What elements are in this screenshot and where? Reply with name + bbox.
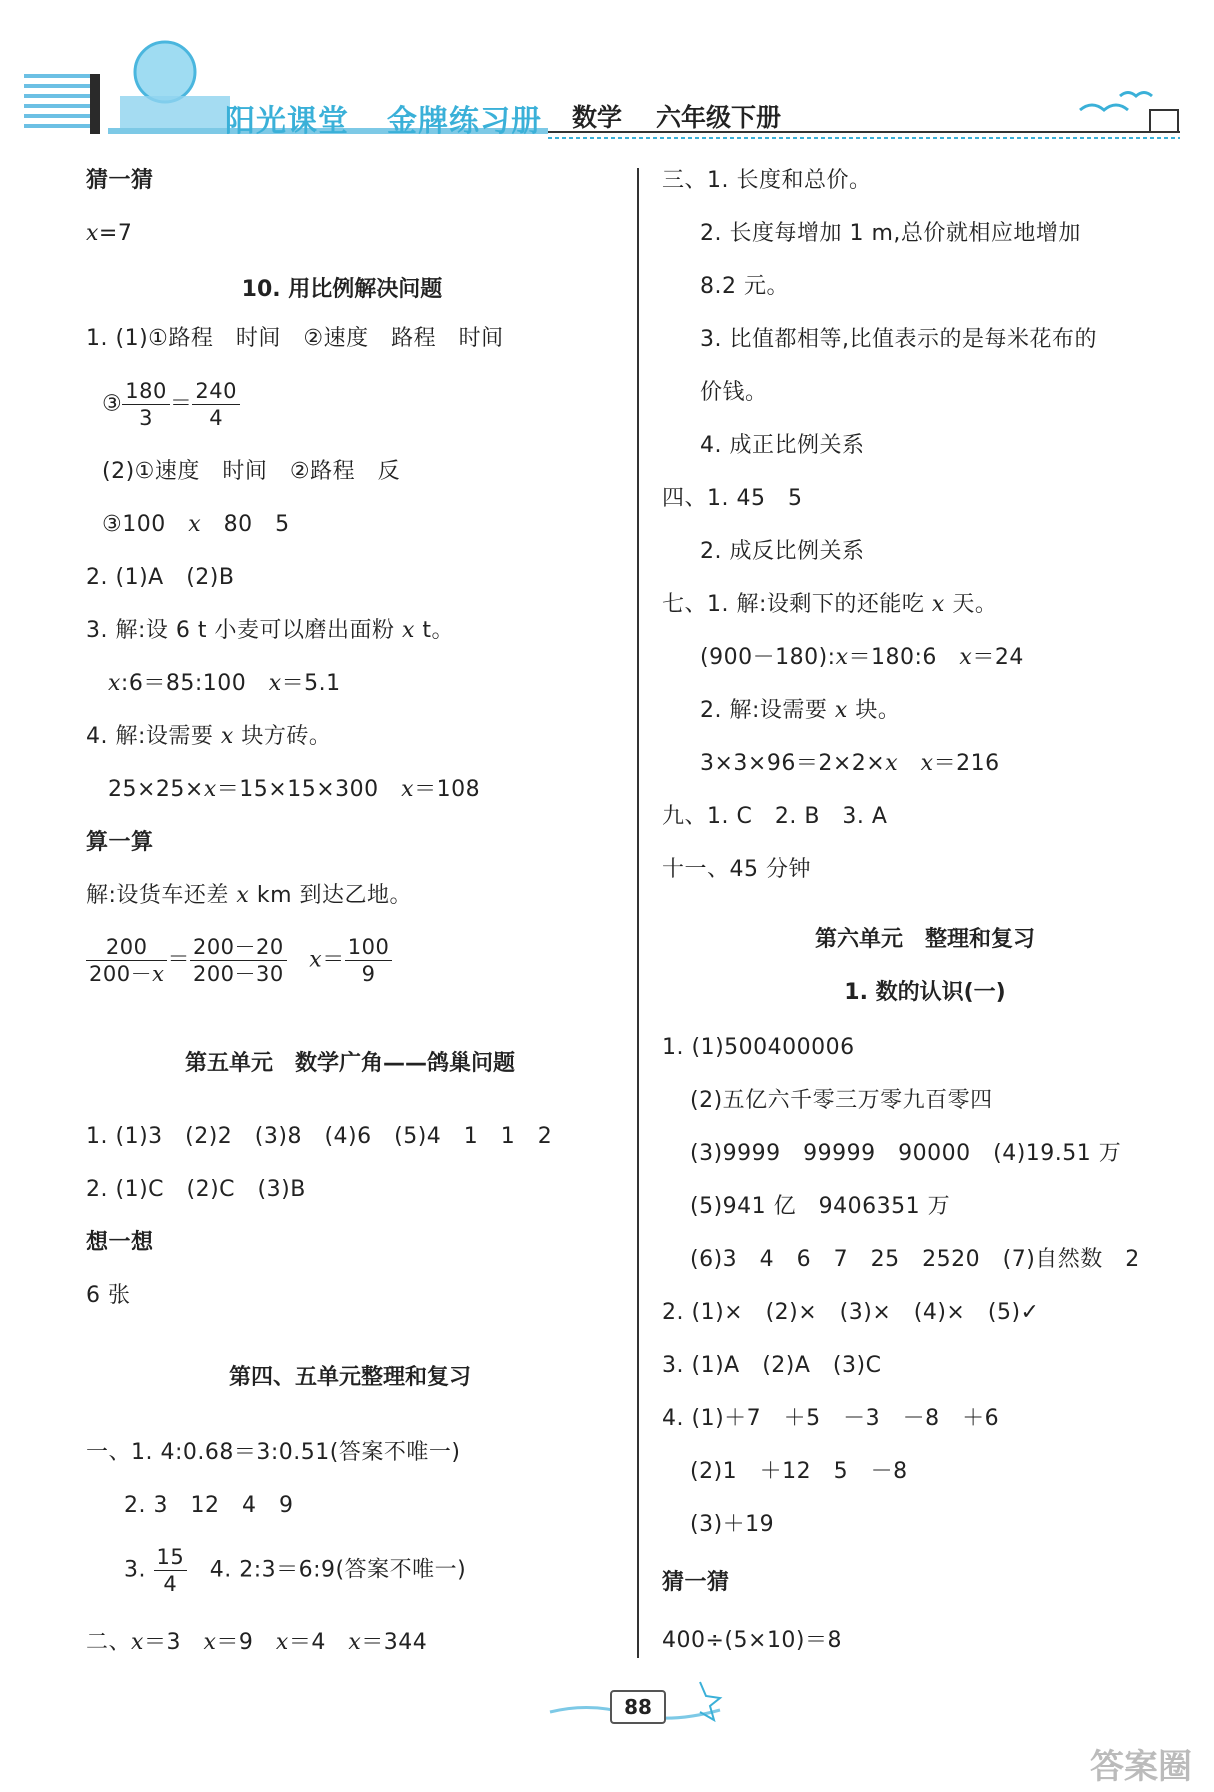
grade-label: 六年级下册	[656, 103, 782, 132]
header-decoration	[0, 0, 1214, 160]
answer-line: (2)五亿六千零三万零九百零四	[690, 1088, 993, 1113]
answer-line: 400÷(5×10)＝8	[662, 1628, 843, 1653]
answer-line: 2. (1)× (2)× (3)× (4)× (5)✓	[662, 1300, 1040, 1325]
page-header	[0, 0, 1214, 160]
answer-line: (2)1 ＋12 5 －8	[690, 1459, 908, 1484]
section-title: 第四、五单元整理和复习	[228, 1365, 472, 1390]
answer-line: ③ $\frac{180}{3}$ ＝ $\frac{240}{4}$	[102, 378, 240, 431]
answer-line: 二、x＝3 x＝9 x＝4 x＝344	[86, 1630, 428, 1655]
answer-line: 解:设货车还差 x km 到达乙地。	[86, 883, 413, 908]
answer-line: 七、1. 解:设剩下的还能吃 x 天。	[662, 592, 998, 617]
subject-label: 数学	[572, 103, 623, 132]
section-title: 10. 用比例解决问题	[241, 277, 443, 302]
answer-line: 四、1. 45 5	[662, 486, 803, 511]
answer-line: $\frac{200}{200-x}$ ＝ $\frac{200-20}{200-30}$ x＝ $\frac{100}{9}$	[86, 934, 392, 987]
section-title: 猜一猜	[662, 1570, 730, 1595]
answer-line: (6)3 4 6 7 25 2520 (7)自然数 2	[690, 1247, 1140, 1272]
section-title: 想一想	[86, 1230, 154, 1255]
answer-line: 3. (1)A (2)A (3)C	[662, 1353, 882, 1378]
answer-line: 3. 解:设 6 t 小麦可以磨出面粉 x t。	[86, 618, 455, 643]
answer-line: x=7	[86, 221, 133, 246]
answer-line: 6 张	[86, 1283, 131, 1308]
answer-line: 2. (1)A (2)B	[86, 565, 235, 590]
answer-line: 25×25×x＝15×15×300 x＝108	[108, 777, 481, 802]
book-title: 金牌练习册	[387, 104, 542, 139]
answer-line: 一、1. 4:0.68＝3:0.51(答案不唯一)	[86, 1440, 461, 1465]
answer-line: ③100 x 80 5	[102, 512, 290, 537]
answer-line: 1. (1)①路程 时间 ②速度 路程 时间	[86, 326, 504, 351]
answer-line: 2. 3 12 4 9	[124, 1493, 294, 1518]
answer-line: 2. 成反比例关系	[700, 539, 865, 564]
answer-line: 2. 解:设需要 x 块。	[700, 698, 901, 723]
answer-line: (900－180):x＝180:6 x＝24	[700, 645, 1024, 670]
section-title: 算一算	[86, 830, 154, 855]
answer-line: 1. (1)500400006	[662, 1035, 855, 1060]
answer-line: 三、1. 长度和总价。	[662, 168, 872, 193]
answer-line: (3)9999 99999 90000 (4)19.51 万	[690, 1141, 1122, 1166]
answer-line: 4. 解:设需要 x 块方砖。	[86, 724, 332, 749]
answer-line: (3)＋19	[690, 1512, 775, 1537]
section-title: 第六单元 整理和复习	[814, 927, 1036, 952]
section-title: 1. 数的认识(一)	[844, 980, 1006, 1005]
answer-line: 十一、45 分钟	[662, 857, 811, 882]
answer-line: 3. $\frac{15}{4}$ 4. 2:3＝6:9(答案不唯一)	[124, 1545, 467, 1596]
answer-line: (2)①速度 时间 ②路程 反	[102, 459, 401, 484]
answer-line: (5)941 亿 9406351 万	[690, 1194, 951, 1219]
section-title: 第五单元 数学广角——鸽巢问题	[184, 1051, 516, 1076]
answer-line: 4. (1)＋7 ＋5 －3 －8 ＋6	[662, 1406, 1000, 1431]
answer-line: x:6＝85:100 x＝5.1	[108, 671, 341, 696]
answer-line: 3. 比值都相等,比值表示的是每米花布的	[700, 327, 1097, 352]
answer-line: 8.2 元。	[700, 274, 789, 299]
answer-line: 价钱。	[700, 380, 768, 405]
column-divider	[637, 168, 639, 1658]
page-number: 88	[610, 1690, 666, 1724]
answer-line: 3×3×96＝2×2×x x＝216	[700, 751, 1000, 776]
series-title: 阳光课堂	[225, 104, 349, 139]
answer-line: 1. (1)3 (2)2 (3)8 (4)6 (5)4 1 1 2	[86, 1124, 553, 1149]
answer-line: 九、1. C 2. B 3. A	[662, 804, 888, 829]
watermark: 答案圈	[1090, 1747, 1192, 1787]
answer-line: 2. (1)C (2)C (3)B	[86, 1177, 306, 1202]
answer-line: 4. 成正比例关系	[700, 433, 865, 458]
section-title: 猜一猜	[86, 168, 154, 193]
answer-line: 2. 长度每增加 1 m,总价就相应地增加	[700, 221, 1081, 246]
